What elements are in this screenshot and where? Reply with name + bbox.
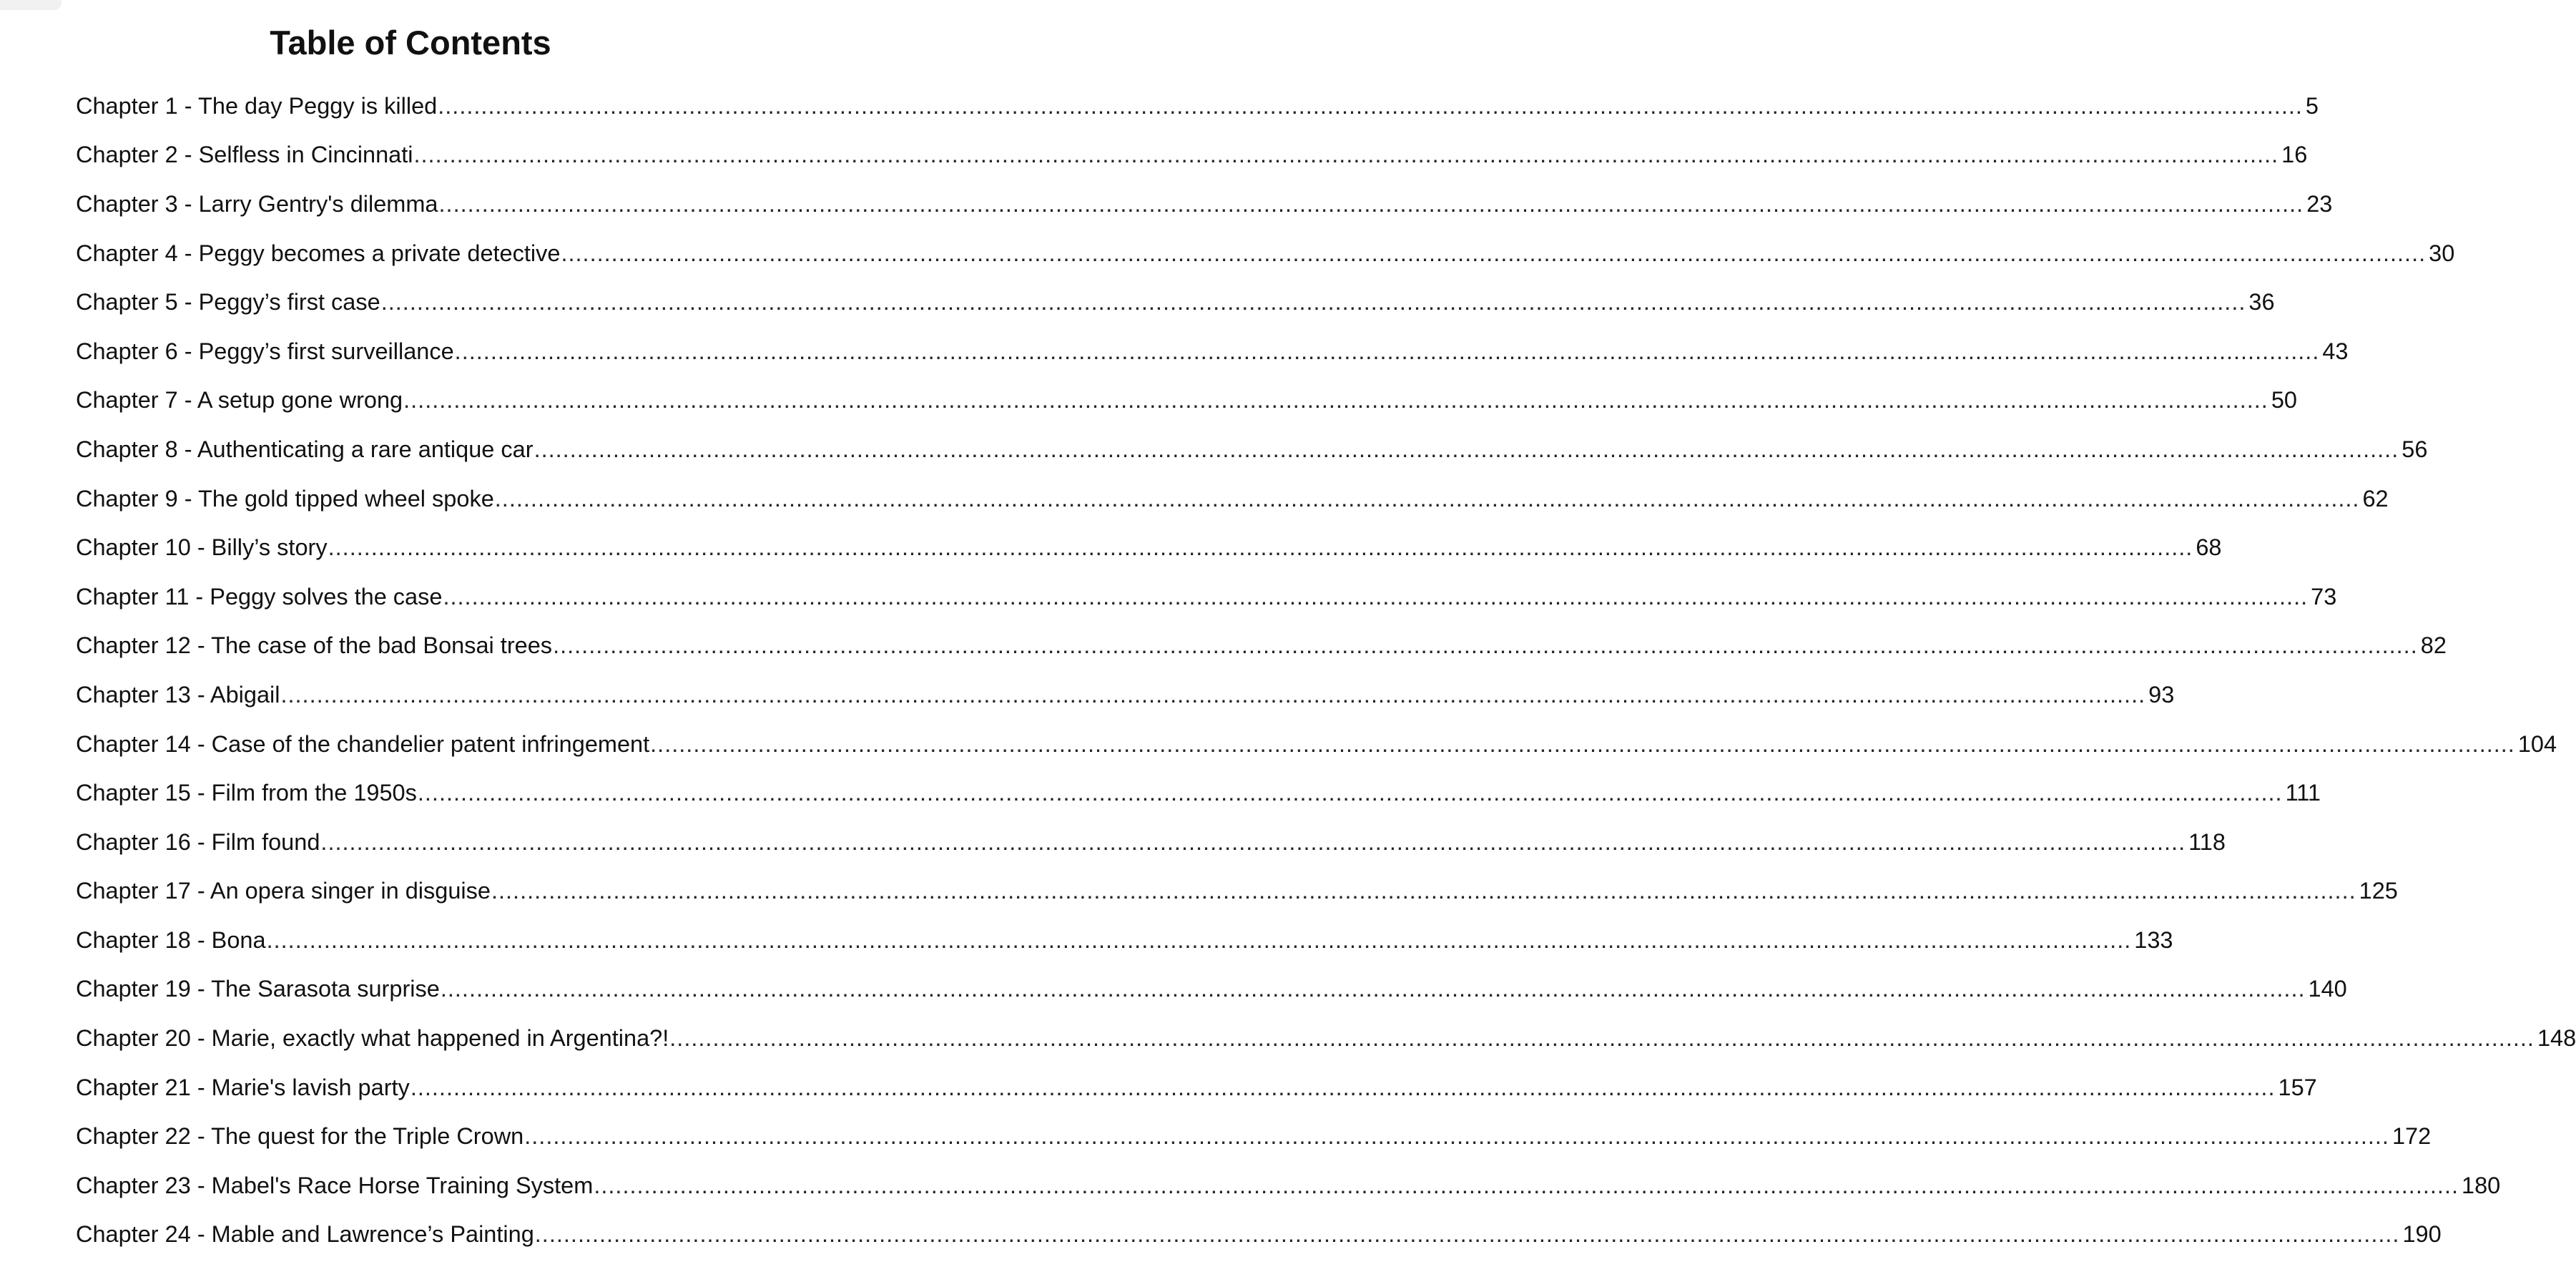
toc-entry-page-number: 56: [2402, 436, 2428, 462]
toc-entry[interactable]: [76, 622, 2447, 671]
toc-dot-leader: ....................................................................................................................................................................................................................................................................: [553, 632, 2418, 659]
toc-entry[interactable]: [76, 229, 2455, 278]
toc-entry[interactable]: [76, 82, 2319, 131]
toc-entry-page-number: 157: [2278, 1074, 2317, 1100]
toc-entry-page-number: 16: [2281, 142, 2308, 168]
toc-dot-leader: ....................................................................................................................................................................................................................................................................: [534, 436, 2399, 462]
toc-entry-page-number: 111: [2285, 780, 2321, 806]
toc-entry-page-number: 190: [2402, 1221, 2442, 1248]
toc-entry[interactable]: [76, 965, 2347, 1014]
toc-entry[interactable]: [76, 720, 2557, 769]
toc-entry[interactable]: [76, 425, 2428, 474]
toc-dot-leader: ....................................................................................................................................................................................................................................................................: [524, 1123, 2389, 1150]
toc-entry-page-number: 5: [2305, 92, 2319, 119]
toc-entry-page-number: 68: [2196, 534, 2222, 561]
toc-entry-title: Chapter 7 - A setup gone wrong: [76, 387, 403, 414]
toc-dot-leader: ....................................................................................................................................................................................................................................................................: [561, 240, 2427, 266]
toc-entry-page-number: 50: [2271, 387, 2297, 414]
toc-entry-title: Chapter 17 - An opera singer in disguise: [76, 878, 491, 904]
toc-dot-leader: ....................................................................................................................................................................................................................................................................: [413, 142, 2279, 168]
toc-dot-leader: ....................................................................................................................................................................................................................................................................: [320, 828, 2186, 855]
toc-entry-title: Chapter 13 - Abigail: [76, 681, 280, 708]
toc-entry[interactable]: [76, 278, 2275, 327]
toc-entry-title: Chapter 8 - Authenticating a rare antique car: [76, 436, 534, 462]
toc-dot-leader: ....................................................................................................................................................................................................................................................................: [534, 1221, 2400, 1248]
toc-entry[interactable]: [76, 1014, 2576, 1063]
toc-entry[interactable]: [76, 867, 2398, 916]
toc-entry-page-number: 62: [2362, 485, 2389, 512]
toc-entry[interactable]: [76, 1161, 2501, 1210]
toc-entry-title: Chapter 1 - The day Peggy is killed: [76, 92, 438, 119]
toc-dot-leader: ....................................................................................................................................................................................................................................................................: [650, 730, 2515, 757]
toc-entry-title: Chapter 12 - The case of the bad Bonsai trees: [76, 632, 553, 659]
toc-entry-page-number: 118: [2188, 828, 2226, 855]
toc-entry-page-number: 125: [2359, 878, 2398, 904]
toc-entry-title: Chapter 6 - Peggy’s first surveillance: [76, 338, 454, 364]
toc-dot-leader: ....................................................................................................................................................................................................................................................................: [494, 485, 2360, 512]
toc-entry-page-number: 82: [2420, 632, 2447, 659]
toc-entry-page-number: 30: [2429, 240, 2455, 266]
toc-entry-title: Chapter 14 - Case of the chandelier patent infringement: [76, 730, 650, 757]
toc-dot-leader: ....................................................................................................................................................................................................................................................................: [266, 926, 2132, 953]
toc-entry-page-number: 36: [2248, 289, 2275, 315]
toc-entry-title: Chapter 24 - Mable and Lawrence’s Painting: [76, 1221, 534, 1248]
page-corner-tab: [0, 0, 62, 10]
toc-entry[interactable]: [76, 572, 2337, 622]
toc-dot-leader: ....................................................................................................................................................................................................................................................................: [669, 1025, 2535, 1052]
toc-entry-page-number: 148: [2537, 1025, 2576, 1052]
toc-entry-page-number: 73: [2311, 583, 2337, 610]
toc-entry-page-number: 140: [2308, 976, 2347, 1002]
toc-entry[interactable]: [76, 376, 2297, 426]
toc-dot-leader: ....................................................................................................................................................................................................................................................................: [403, 387, 2268, 414]
toc-entry[interactable]: [76, 474, 2389, 524]
toc-entry-title: Chapter 11 - Peggy solves the case: [76, 583, 443, 610]
toc-dot-leader: ....................................................................................................................................................................................................................................................................: [443, 583, 2309, 610]
toc-entry-title: Chapter 9 - The gold tipped wheel spoke: [76, 485, 494, 512]
toc-entry-page-number: 23: [2306, 190, 2333, 217]
toc-entry-title: Chapter 5 - Peggy’s first case: [76, 289, 380, 315]
toc-entry-page-number: 104: [2517, 730, 2557, 757]
toc-entry[interactable]: [76, 818, 2226, 867]
toc-entry[interactable]: [76, 670, 2175, 720]
toc-entry-page-number: 93: [2148, 681, 2175, 708]
toc-entry[interactable]: [76, 1210, 2442, 1260]
toc-entry-title: Chapter 2 - Selfless in Cincinnati: [76, 142, 413, 168]
toc-entry[interactable]: [76, 327, 2349, 376]
toc-dot-leader: ....................................................................................................................................................................................................................................................................: [438, 190, 2304, 217]
toc-entry[interactable]: [76, 768, 2321, 818]
toc-entry[interactable]: [76, 523, 2222, 572]
toc-entry-page-number: 180: [2462, 1172, 2501, 1198]
toc-dot-leader: ....................................................................................................................................................................................................................................................................: [454, 338, 2320, 364]
toc-entry-page-number: 172: [2391, 1123, 2432, 1150]
toc-entry-title: Chapter 4 - Peggy becomes a private detective: [76, 240, 561, 266]
toc-dot-leader: ....................................................................................................................................................................................................................................................................: [380, 289, 2246, 315]
toc-entry[interactable]: [76, 131, 2308, 180]
toc-dot-leader: ....................................................................................................................................................................................................................................................................: [438, 92, 2303, 119]
page-title: Table of Contents: [270, 24, 551, 62]
toc-dot-leader: ....................................................................................................................................................................................................................................................................: [440, 976, 2306, 1002]
toc-entry-page-number: 43: [2322, 338, 2349, 364]
toc-dot-leader: ....................................................................................................................................................................................................................................................................: [410, 1074, 2276, 1100]
toc-entry-title: Chapter 21 - Marie's lavish party: [76, 1074, 410, 1100]
toc-dot-leader: ....................................................................................................................................................................................................................................................................: [491, 878, 2356, 904]
toc-dot-leader: ....................................................................................................................................................................................................................................................................: [417, 780, 2283, 806]
toc-entry-title: Chapter 19 - The Sarasota surprise: [76, 976, 440, 1002]
toc-entry-title: Chapter 20 - Marie, exactly what happened in Argentina?!: [76, 1025, 669, 1052]
toc-entry-title: Chapter 23 - Mabel's Race Horse Training System: [76, 1172, 594, 1198]
toc-entry[interactable]: [76, 1112, 2432, 1161]
toc-entry[interactable]: [76, 1063, 2317, 1112]
toc-entry-title: Chapter 18 - Bona: [76, 926, 266, 953]
toc-entry-title: Chapter 10 - Billy’s story: [76, 534, 328, 561]
toc-dot-leader: ....................................................................................................................................................................................................................................................................: [328, 534, 2193, 561]
toc-entry-title: Chapter 3 - Larry Gentry's dilemma: [76, 190, 438, 217]
toc-entry-title: Chapter 15 - Film from the 1950s: [76, 780, 417, 806]
toc-entry-page-number: 133: [2134, 926, 2173, 953]
toc-entry[interactable]: [76, 180, 2333, 229]
toc-entry-title: Chapter 22 - The quest for the Triple Crown: [76, 1123, 524, 1150]
toc-entry[interactable]: [76, 916, 2173, 965]
toc-entry-title: Chapter 16 - Film found: [76, 828, 320, 855]
toc-dot-leader: ....................................................................................................................................................................................................................................................................: [280, 681, 2146, 708]
toc-dot-leader: ....................................................................................................................................................................................................................................................................: [594, 1172, 2459, 1198]
toc-list: [76, 82, 2576, 1259]
